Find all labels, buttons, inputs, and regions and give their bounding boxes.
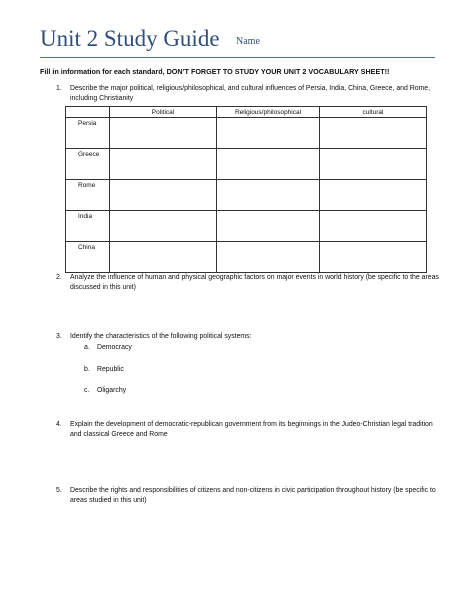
table-row — [66, 149, 427, 180]
instructions: Fill in information for each standard, DON’T FORGET TO STUDY YOUR UNIT 2 VOCABULARY SHEET!! — [40, 67, 390, 76]
answer-cell[interactable] — [217, 118, 320, 149]
row-label: Greece — [66, 149, 110, 180]
answer-cell[interactable] — [110, 149, 217, 180]
system-name: Democracy — [97, 344, 132, 351]
table-header-cell: Political — [110, 107, 217, 118]
answer-cell[interactable] — [110, 180, 217, 211]
system-letter: c. — [84, 387, 90, 394]
table-header-cell — [66, 107, 110, 118]
table-row — [66, 180, 427, 211]
answer-cell[interactable] — [320, 180, 427, 211]
answer-cell[interactable] — [110, 118, 217, 149]
question-text: Explain the development of democratic-republican government from its beginnings in the Judeo-Christian legal tradition and classical Greece and Rome — [70, 421, 433, 438]
question-text: Analyze the influence of human and physical geographic factors on major events in world history (be specific to the areas discussed in this unit) — [70, 274, 439, 291]
system-letter: b. — [84, 366, 90, 373]
question-text: Describe the major political, religious/philosophical, and cultural influences of Persia, India, China, Greece, and Rome, including Christianity — [70, 85, 431, 102]
answer-cell[interactable] — [320, 118, 427, 149]
system-name: Republic — [97, 366, 124, 373]
row-label: India — [66, 211, 110, 242]
answer-cell[interactable] — [320, 211, 427, 242]
question-text: Describe the rights and responsibilities of citizens and non-citizens in civic participation throughout history (be specific to areas studied in this unit) — [70, 487, 436, 504]
row-label: Rome — [66, 180, 110, 211]
row-label: Persia — [66, 118, 110, 149]
row-label: China — [66, 242, 110, 273]
answer-cell[interactable] — [217, 149, 320, 180]
title-rule — [40, 57, 435, 58]
answer-cell[interactable] — [320, 242, 427, 273]
table-header-row — [66, 107, 427, 118]
question-number: 5. — [56, 487, 62, 494]
question-number: 3. — [56, 333, 62, 340]
question-number: 4. — [56, 421, 62, 428]
table-row — [66, 211, 427, 242]
question-number: 2. — [56, 274, 62, 281]
influences-table — [65, 106, 427, 273]
page-title: Unit 2 Study Guide — [40, 26, 220, 51]
table-header-cell: cultural — [320, 107, 427, 118]
answer-cell[interactable] — [110, 211, 217, 242]
question-number: 1. — [56, 85, 62, 92]
system-name: Oligarchy — [97, 387, 127, 394]
table-header-cell: Religious/philosophical — [217, 107, 320, 118]
answer-cell[interactable] — [217, 242, 320, 273]
table-row — [66, 242, 427, 273]
table-row — [66, 118, 427, 149]
question-text: Identify the characteristics of the following political systems: — [70, 333, 252, 340]
answer-cell[interactable] — [320, 149, 427, 180]
name-label: Name — [236, 36, 260, 47]
answer-cell[interactable] — [217, 180, 320, 211]
answer-cell[interactable] — [110, 242, 217, 273]
system-letter: a. — [84, 344, 90, 351]
answer-cell[interactable] — [217, 211, 320, 242]
